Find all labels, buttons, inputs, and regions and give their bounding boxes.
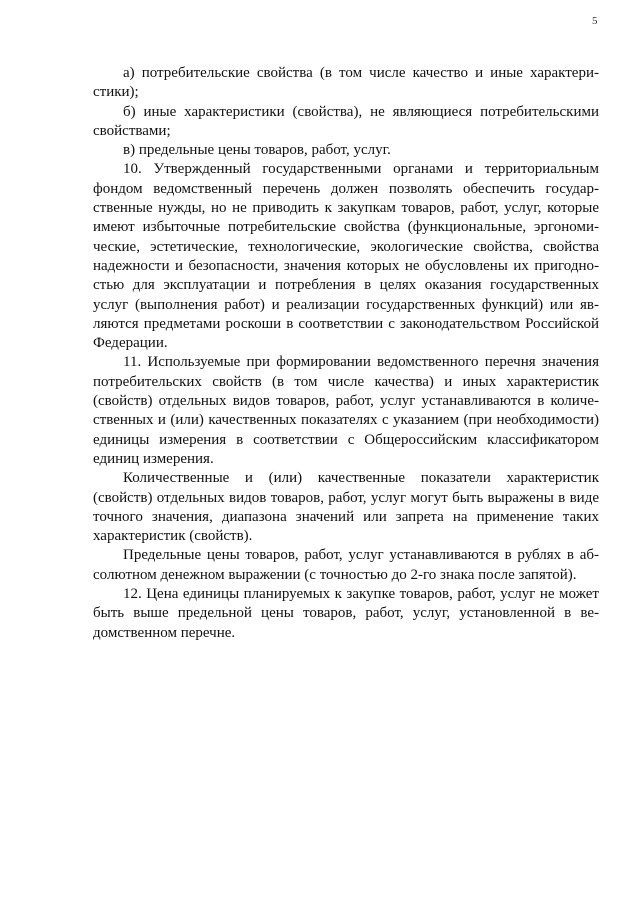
paragraph-clause-10: 10. Утвержденный государственными органами и территориальным фондом ведомственный перечень должен позволять обеспечить государственные нужды, но не приводить к закупкам товаров, работ, услуг, которые имеют избыточные потребительские свойства (функциональные, эргономические, эстетические, технологические, экологические свойства, свойства надежности и безопасности, значения которых не обусловлены их пригодностью для эксплуатации и потребления в целях оказания государственных услуг (выполнения работ) и реализации государственных функций) или являются предметами роскоши в соответствии с законодательством Российской Федерации.	[93, 161, 599, 352]
paragraph-clause-12: 12. Цена единицы планируемых к закупке товаров, работ, услуг не может быть выше предельной цены товаров, работ, услуг, установленной в ведомственном перечне.	[93, 586, 599, 641]
page-number: 5	[592, 15, 598, 27]
paragraph-price-limits: Предельные цены товаров, работ, услуг устанавливаются в рублях в абсолютном денежном выражении (с точностью до 2-го знака после запятой).	[93, 547, 599, 583]
paragraph-indicators: Количественные и (или) качественные показатели характеристик (свойств) отдельных видов товаров, работ, услуг могут быть выражены в виде точного значения, диапазона значений или запрета на применение таких характеристик (свойств).	[93, 470, 599, 545]
paragraph-item-b: б) иные характеристики (свойства), не являющиеся потребительскими свойствами;	[93, 103, 599, 139]
document-body	[93, 64, 599, 643]
paragraph-item-a: а) потребительские свойства (в том числе качество и иные характеристики);	[93, 65, 599, 101]
paragraph-item-v: в) предельные цены товаров, работ, услуг.	[123, 142, 391, 159]
paragraph-clause-11: 11. Используемые при формировании ведомственного перечня значения потребительских свойств (в том числе качества) и иных характеристик (свойств) отдельных видов товаров, работ, услуг устанавливаются в количественных и (или) качественных показателях с указанием (при необходимости) единицы измерения в соответствии с Общероссийским классификатором единиц измерения.	[93, 354, 599, 467]
